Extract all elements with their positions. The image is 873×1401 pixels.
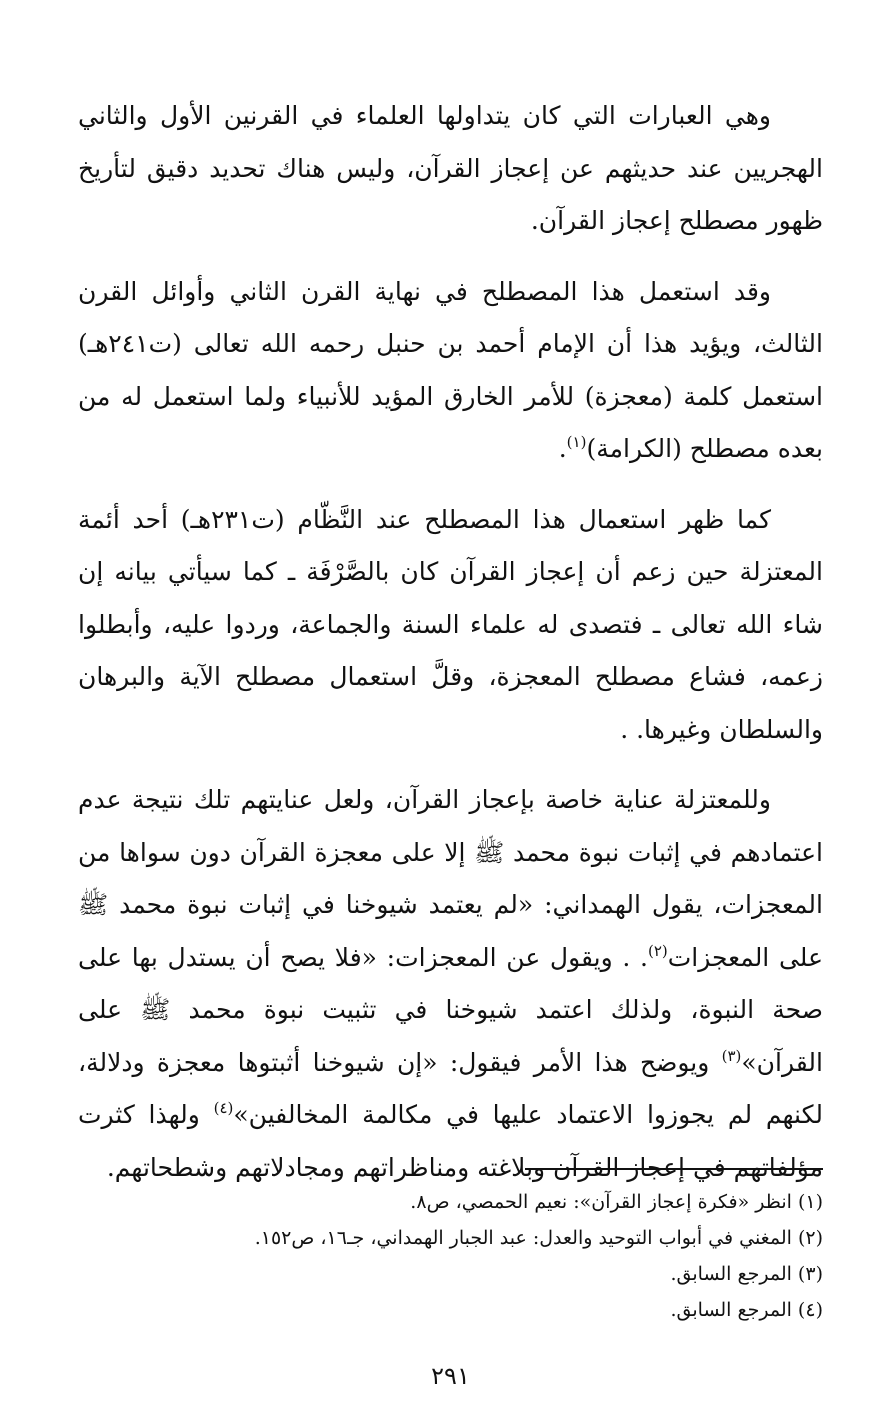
page-body: [78, 90, 824, 1390]
paragraph-1: [78, 90, 823, 248]
page-number: ٢٩١: [431, 1362, 470, 1390]
paragraph-4-text: وللمعتزلة عناية خاصة بإعجاز القرآن، ولعل عنايتهم تلك نتيجة عدم اعتمادهم في إثبات نبوة محمد ﷺ إلا على معجزة القرآن دون سواها من المعجزات، يقول الهمداني: «لم يعتمد شيوخنا في إثبات نبوة محمد ﷺ على المعجزات: [78, 785, 823, 972]
footnote-1: (١) انظر «فكرة إعجاز القرآن»: نعيم الحمصي، ص٨.: [410, 1191, 823, 1213]
footnote-2: (٢) المغني في أبواب التوحيد والعدل: عبد الجبار الهمداني، جـ١٦، ص١٥٢.: [254, 1227, 823, 1249]
footnote-divider: [525, 1168, 823, 1170]
paragraph-2-text: وقد استعمل هذا المصطلح في نهاية القرن الثاني وأوائل القرن الثالث، ويؤيد هذا أن الإمام أحمد بن حنبل رحمه الله تعالى (ت٢٤١هـ) استعمل كلمة (معجزة) للأمر الخارق المؤيد للأنبياء ولما استعمل له من بعده مصطلح (الكرامة): [78, 276, 823, 463]
footnote-ref-3[interactable]: (٣): [721, 1046, 742, 1065]
paragraph-4-tail-3: ولهذا كثرت مؤلفاتهم في إعجاز القرآن وبلاغته ومناظراتهم ومجادلاتهم وشطحاتهم.: [78, 1100, 823, 1182]
footnote-4: (٤) المرجع السابق.: [670, 1299, 823, 1321]
footnote-3: (٣) المرجع السابق.: [670, 1263, 823, 1285]
paragraph-3: [78, 494, 823, 757]
footnote-ref-2[interactable]: (٢): [647, 941, 668, 960]
paragraph-4: [78, 774, 823, 1194]
paragraph-1-text: وهي العبارات التي كان يتداولها العلماء في القرنين الأول والثاني الهجريين عند حديثهم عن إعجاز القرآن، وليس هناك تحديد دقيق لتأريخ ظهور مصطلح إعجاز القرآن.: [78, 101, 823, 235]
footnotes: [78, 1184, 823, 1328]
paragraph-4-tail: . . ويقول عن المعجزات: «فلا يصح أن يستدل بها على صحة النبوة، ولذلك اعتمد شيوخنا في تثبيت نبوة محمد ﷺ على القرآن»: [78, 942, 823, 1077]
footnote-ref-4[interactable]: (٤): [213, 1099, 234, 1117]
paragraph-3-text: كما ظهر استعمال هذا المصطلح عند النَّظّام (ت٢٣١هـ) أحد أئمة المعتزلة حين زعم أن إعجاز القرآن كان بالصَّرْفَة ـ كما سيأتي بيانه إن شاء الله تعالى ـ فتصدى له علماء السنة والجماعة، وردوا عليه، وأبطلوا زعمه، فشاع مصطلح المعجزة، وقلَّ استعمال مصطلح الآية والبرهان والسلطان وغيرها. .: [78, 504, 823, 744]
paragraph-4-tail-2: ويوضح هذا الأمر فيقول: «إن شيوخنا أثبتوها معجزة ودلالة، لكنهم لم يجوزوا الاعتماد عليها في مكالمة المخالفين»: [78, 1047, 824, 1129]
paragraph-2-tail: .: [558, 434, 567, 463]
paragraph-2: [78, 266, 823, 476]
footnote-ref-1[interactable]: (١): [566, 433, 587, 451]
